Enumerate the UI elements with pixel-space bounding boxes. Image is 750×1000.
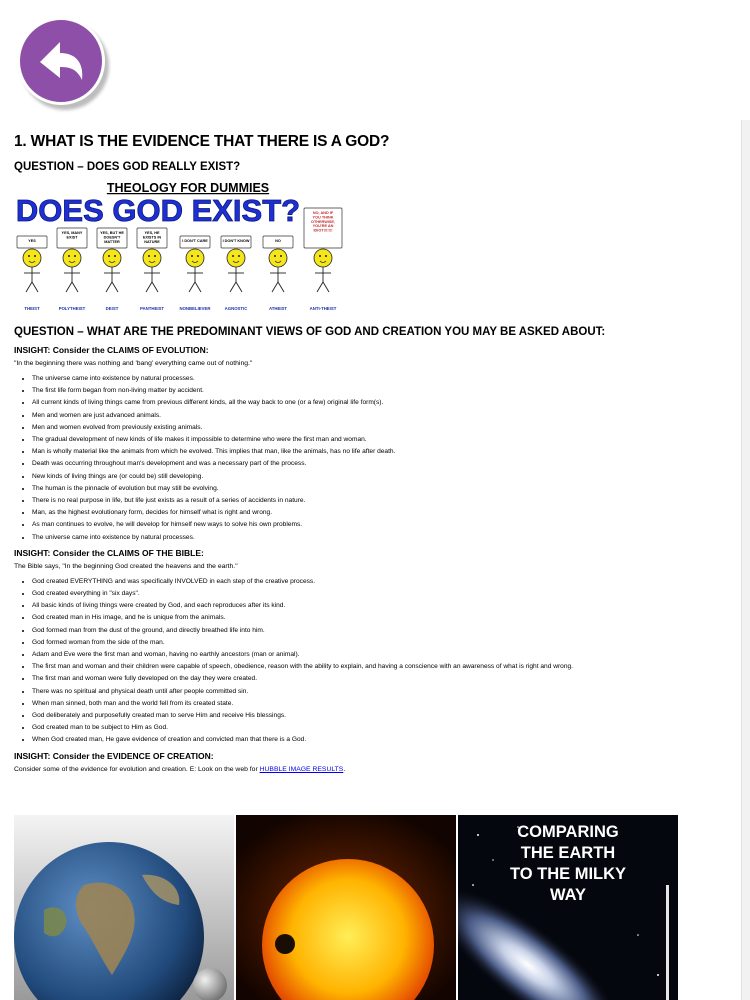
bible-list-item: • God created EVERYTHING and was specifically INVOLVED in each step of the creative process.	[32, 576, 729, 588]
bible-list-item: • All basic kinds of living things were created by God, and each reproduces after its kind.	[32, 600, 729, 612]
evolution-list-item: • The gradual development of new kinds of life makes it impossible to determine who were the first man and woman.	[32, 434, 729, 446]
bible-list-item: • The first man and woman were fully developed on the day they were created.	[32, 673, 729, 685]
figure-label: AGNOSTIC	[224, 306, 248, 311]
bible-list-item: • Adam and Eve were the first man and woman, having no earthly ancestors (man or animal).	[32, 649, 729, 661]
cartoon-figure	[17, 236, 47, 311]
bible-list-item: • God formed woman from the side of the man.	[32, 637, 729, 649]
bible-list-item: • God created man in His image, and he is unique from the animals.	[32, 612, 729, 624]
evolution-list-item: • Man is wholly material like the animals from which he evolved. This implies that man, like the animals, has no life after death.	[32, 446, 729, 458]
bible-list-item: • When God created man, He gave evidence of creation and convicted man that there is a God.	[32, 734, 729, 746]
bible-list-item: • God created everything in "six days".	[32, 588, 729, 600]
evolution-list-item: • The first life form began from non-living matter by accident.	[32, 385, 729, 397]
bible-list	[14, 576, 729, 747]
evolution-list-item: • Men and women are just advanced animals.	[32, 410, 729, 422]
figure-label: ATHEIST	[268, 306, 288, 311]
speech-bubble-text: NO	[275, 239, 281, 243]
back-arrow-icon	[20, 20, 102, 102]
cartoon-figure	[57, 228, 87, 311]
theology-cartoon	[14, 178, 344, 318]
page-title: 1. WHAT IS THE EVIDENCE THAT THERE IS A GOD?	[14, 133, 390, 150]
evolution-lead: "In the beginning there was nothing and 'bang' everything came out of nothing."	[14, 360, 253, 367]
bible-list-item: • God deliberately and purposefully created man to serve Him and receive His blessings.	[32, 710, 729, 722]
milky-way-caption-line: THE EARTH	[520, 844, 616, 862]
figure-label: ANTI-THEIST	[309, 306, 337, 311]
speech-bubble-text: YES, BUT HE DOESN'T MATTER	[100, 231, 124, 244]
evolution-list-item: • Death was occurring throughout man's development and was a necessary part of the process.	[32, 458, 729, 470]
figure-label: POLYTHEIST	[58, 306, 86, 311]
speech-bubble-text: I DON'T CARE	[182, 239, 208, 243]
cartoon-figure	[137, 228, 167, 311]
evolution-list-item: • Men and women evolved from previously existing animals.	[32, 422, 729, 434]
figure-label: DEIST	[105, 306, 119, 311]
bible-list-item: • God created man to be subject to Him as God.	[32, 722, 729, 734]
cartoon-banner: DOES GOD EXIST?	[15, 193, 301, 228]
figure-label: THEIST	[24, 306, 40, 311]
speech-bubble-text: YES	[28, 239, 36, 243]
cartoon-figure	[97, 228, 127, 311]
question-heading-2: QUESTION – WHAT ARE THE PREDOMINANT VIEWS OF GOD AND CREATION YOU MAY BE ASKED ABOUT:	[14, 326, 606, 338]
evolution-list-item: • As man continues to evolve, he will develop for himself new ways to solve his own problems.	[32, 519, 729, 531]
milky-way-photo	[458, 815, 678, 1000]
cartoon-figure	[263, 236, 293, 311]
cartoon-figure	[179, 236, 211, 311]
question-heading-1: QUESTION – DOES GOD REALLY EXIST?	[14, 161, 241, 173]
evolution-insight-title: INSIGHT: Consider the CLAIMS OF EVOLUTION:	[14, 345, 209, 355]
speech-bubble-text: NO, AND IF YOU THINK OTHERWISE, YOU'RE AN IDIOT!!!!!!!	[311, 211, 335, 233]
evolution-list	[14, 373, 729, 544]
cartoon-figure	[304, 208, 342, 311]
cartoon-title: THEOLOGY FOR DUMMIES	[106, 181, 270, 195]
speech-bubble-text: YES, MANY EXIST	[61, 231, 83, 240]
creation-lead-end: .	[343, 765, 346, 773]
evolution-list-item: • The human is the pinnacle of evolution but may still be evolving.	[32, 483, 729, 495]
evolution-list-item: • There is no real purpose in life, but life just exists as a result of a series of accidents in nature.	[32, 495, 729, 507]
bible-list-item: • There was no spiritual and physical death until after people committed sin.	[32, 686, 729, 698]
creation-insight-title: INSIGHT: Consider the EVIDENCE OF CREATION:	[14, 750, 214, 761]
page-scrollbar[interactable]	[741, 120, 750, 1000]
bible-insight-title: INSIGHT: Consider the CLAIMS OF THE BIBLE:	[14, 547, 204, 558]
hubble-link[interactable]: HUBBLE IMAGE RESULTS	[259, 765, 344, 773]
evolution-list-item: • Man, as the highest evolutionary form, decides for himself what is right and wrong.	[32, 507, 729, 519]
bible-list-item: • God formed man from the dust of the ground, and directly breathed life into him.	[32, 625, 729, 637]
evolution-list-item: • The universe came into existence by natural processes.	[32, 373, 729, 385]
creation-lead-text: Consider some of the evidence for evolution and creation. E: Look on the web for	[14, 765, 260, 773]
bible-list-item: • The first man and woman and their children were capable of speech, obedience, reason with the ability to explain, and having a conscience with an awareness of what is right and wrong.	[32, 661, 729, 673]
figure-label: NONBELIEVER	[179, 306, 211, 311]
speech-bubble-text: I DON'T KNOW	[222, 239, 250, 243]
milky-way-caption-line: WAY	[549, 886, 587, 904]
cartoon-figure	[221, 236, 251, 311]
milky-way-caption-line: TO THE MILKY	[509, 865, 627, 883]
bible-lead: The Bible says, "In the beginning God created the heavens and the earth."	[14, 562, 238, 570]
article-content	[14, 133, 729, 779]
milky-way-caption-line: COMPARING	[517, 823, 619, 841]
figure-label: PANTHEIST	[139, 306, 165, 311]
creation-lead	[14, 766, 729, 773]
sun-photo	[236, 815, 456, 1000]
evolution-list-item: • The universe came into existence by natural processes.	[32, 532, 729, 544]
evolution-list-item: • New kinds of living things are (or could be) still developing.	[32, 471, 729, 483]
bible-list-item: • When man sinned, both man and the world fell from its created state.	[32, 698, 729, 710]
cartoon-image	[14, 178, 344, 318]
photo-gallery	[14, 815, 678, 1000]
earth-photo	[14, 815, 234, 1000]
evolution-list-item: • All current kinds of living things came from previous different kinds, all the way back to one (or a few) original life form(s).	[32, 397, 729, 409]
back-button[interactable]	[17, 17, 105, 105]
speech-bubble-text: YES, HE EXISTS IN NATURE	[142, 231, 162, 244]
